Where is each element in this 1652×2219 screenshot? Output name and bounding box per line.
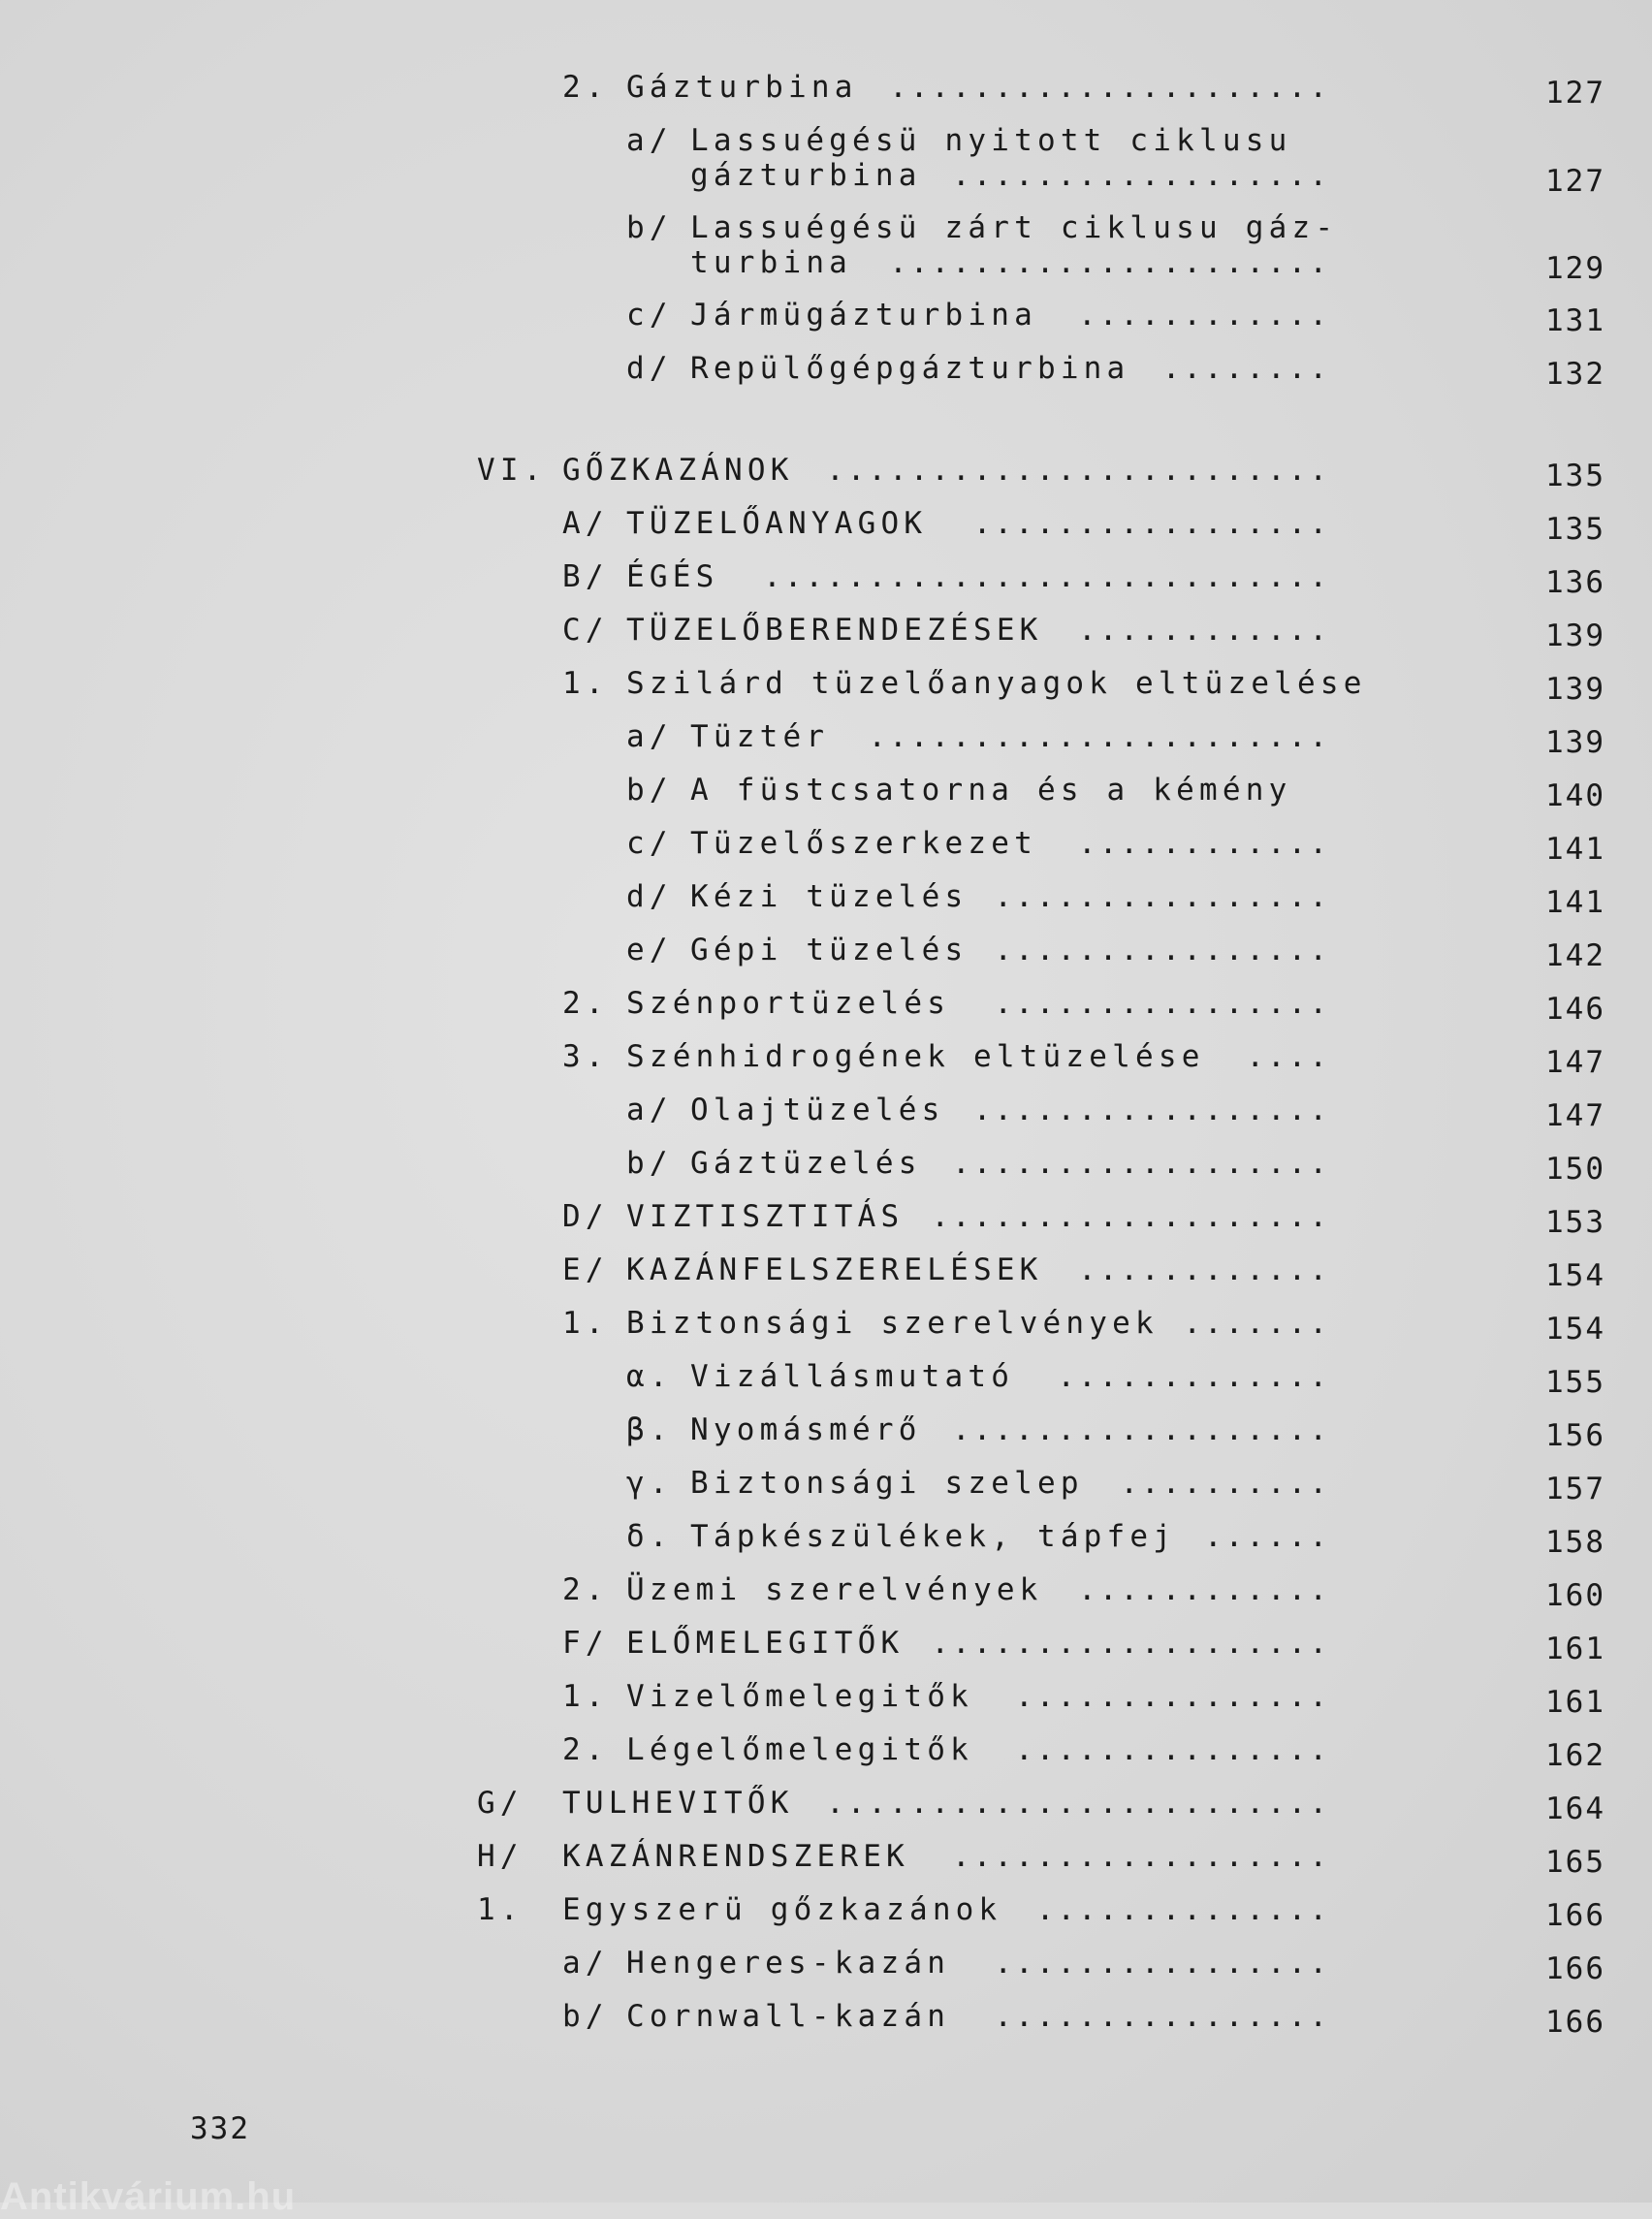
toc-entry-marker: c/ bbox=[626, 298, 673, 333]
toc-entry-marker: α. bbox=[626, 1359, 673, 1394]
toc-entry-title: Lassuégésü zárt ciklusu gáz- bbox=[690, 210, 1339, 245]
toc-entry-title: VIZTISZTITÁS bbox=[626, 1199, 905, 1234]
toc-entry-page: 161 bbox=[1545, 1685, 1605, 1720]
toc-entry-page: 140 bbox=[1545, 778, 1605, 813]
toc-leader-dots: ................... bbox=[931, 1626, 1330, 1661]
toc-entry[interactable] bbox=[0, 111, 1652, 199]
toc-leader-dots: .................. bbox=[952, 158, 1330, 193]
toc-entry-page: 129 bbox=[1545, 251, 1605, 286]
toc-entry[interactable] bbox=[0, 441, 1652, 494]
toc-entry-page: 165 bbox=[1545, 1845, 1605, 1880]
toc-leader-dots: ........................ bbox=[826, 453, 1330, 488]
toc-entry[interactable] bbox=[0, 1721, 1652, 1774]
toc-entry-marker: 2. bbox=[562, 986, 609, 1021]
toc-leader-dots: ................ bbox=[994, 1999, 1330, 2034]
toc-entry[interactable] bbox=[0, 548, 1652, 601]
toc-entry-page: 141 bbox=[1545, 885, 1605, 920]
toc-entry-marker: a/ bbox=[626, 123, 673, 158]
toc-entry-marker: b/ bbox=[626, 1146, 673, 1181]
toc-entry-page: 154 bbox=[1545, 1312, 1605, 1347]
toc-entry[interactable] bbox=[0, 974, 1652, 1028]
toc-entry-title-continued: turbina bbox=[690, 245, 853, 280]
toc-entry-page: 132 bbox=[1545, 357, 1605, 392]
toc-entry-marker: e/ bbox=[626, 933, 673, 967]
toc-entry-title: ELŐMELEGITŐK bbox=[626, 1626, 905, 1661]
toc-entry-marker: D/ bbox=[562, 1199, 609, 1234]
toc-entry-title: Gázturbina bbox=[626, 70, 858, 105]
toc-leader-dots: ........................ bbox=[826, 1786, 1330, 1821]
toc-entry-marker: c/ bbox=[626, 826, 673, 861]
toc-entry-marker: a/ bbox=[562, 1946, 609, 1981]
toc-entry-title: Tápkészülékek, tápfej bbox=[690, 1519, 1177, 1554]
toc-entry[interactable] bbox=[0, 1881, 1652, 1934]
toc-leader-dots: ...... bbox=[1204, 1519, 1330, 1554]
page-number: 332 bbox=[190, 2111, 250, 2146]
toc-entry-page: 141 bbox=[1545, 832, 1605, 867]
toc-entry-marker: b/ bbox=[626, 210, 673, 245]
toc-entry-page: 147 bbox=[1545, 1045, 1605, 1080]
toc-entry-title: Szénportüzelés bbox=[626, 986, 951, 1021]
toc-entry-page: 164 bbox=[1545, 1791, 1605, 1826]
toc-leader-dots: .................. bbox=[952, 1146, 1330, 1181]
toc-leader-dots: ............ bbox=[1078, 613, 1330, 648]
toc-entry[interactable] bbox=[0, 1028, 1652, 1081]
toc-entry-page: 146 bbox=[1545, 992, 1605, 1027]
toc-entry-page: 131 bbox=[1545, 303, 1605, 338]
toc-entry[interactable] bbox=[0, 286, 1652, 339]
table-of-contents bbox=[0, 58, 1652, 2041]
toc-entry-title-continued: gázturbina bbox=[690, 158, 922, 193]
toc-entry-marker: 1. bbox=[562, 1306, 609, 1341]
toc-entry-title: Biztonsági szerelvények bbox=[626, 1306, 1159, 1341]
toc-leader-dots: ............... bbox=[1015, 1679, 1330, 1714]
toc-entry-title: ÉGÉS bbox=[626, 559, 719, 594]
toc-leader-dots: ........................... bbox=[763, 559, 1330, 594]
toc-entry-page: 162 bbox=[1545, 1738, 1605, 1773]
toc-entry[interactable] bbox=[0, 1614, 1652, 1667]
toc-entry-marker: 2. bbox=[562, 1732, 609, 1767]
toc-entry[interactable] bbox=[0, 1561, 1652, 1614]
toc-entry-page: 161 bbox=[1545, 1632, 1605, 1666]
toc-entry[interactable] bbox=[0, 1241, 1652, 1294]
toc-entry-page: 156 bbox=[1545, 1418, 1605, 1453]
toc-entry-title: Cornwall-kazán bbox=[626, 1999, 951, 2034]
toc-entry-page: 127 bbox=[1545, 164, 1605, 199]
toc-entry[interactable] bbox=[0, 1987, 1652, 2041]
toc-entry-page: 158 bbox=[1545, 1525, 1605, 1560]
toc-leader-dots: ................. bbox=[972, 1093, 1330, 1127]
toc-entry[interactable] bbox=[0, 601, 1652, 654]
toc-entry[interactable] bbox=[0, 1134, 1652, 1188]
toc-entry-title: Gáztüzelés bbox=[690, 1146, 922, 1181]
toc-entry-title: A füstcsatorna és a kémény bbox=[690, 773, 1292, 808]
toc-entry-marker: VI. bbox=[477, 453, 547, 488]
toc-entry-marker: B/ bbox=[562, 559, 609, 594]
toc-entry-title: Jármügázturbina bbox=[690, 298, 1037, 333]
toc-entry-title: Tüztér bbox=[690, 719, 830, 754]
section-gap bbox=[0, 393, 1652, 441]
toc-entry-marker: E/ bbox=[562, 1252, 609, 1287]
toc-entry-title: KAZÁNRENDSZEREK bbox=[562, 1839, 909, 1874]
toc-entry-title: TÜZELŐANYAGOK bbox=[626, 506, 928, 541]
toc-entry-title: Lassuégésü nyitott ciklusu bbox=[690, 123, 1292, 158]
toc-entry-marker: 1. bbox=[477, 1892, 524, 1927]
toc-leader-dots: ............ bbox=[1078, 1572, 1330, 1607]
watermark: Antikvárium.hu bbox=[0, 2175, 297, 2218]
toc-entry-marker: H/ bbox=[477, 1839, 524, 1874]
toc-entry[interactable] bbox=[0, 1507, 1652, 1561]
toc-entry-page: 136 bbox=[1545, 565, 1605, 600]
toc-entry-title: Egyszerü gőzkazánok bbox=[562, 1892, 1002, 1927]
toc-entry[interactable] bbox=[0, 1347, 1652, 1401]
toc-entry-title: GŐZKAZÁNOK bbox=[562, 453, 794, 488]
toc-leader-dots: ..................... bbox=[889, 70, 1330, 105]
toc-entry[interactable] bbox=[0, 868, 1652, 921]
toc-entry-page: 166 bbox=[1545, 1951, 1605, 1986]
toc-entry-title: Vizelőmelegitők bbox=[626, 1679, 973, 1714]
toc-entry-marker: d/ bbox=[626, 879, 673, 914]
toc-entry-title: Tüzelőszerkezet bbox=[690, 826, 1037, 861]
toc-entry-title: Gépi tüzelés bbox=[690, 933, 969, 967]
toc-entry[interactable] bbox=[0, 814, 1652, 868]
toc-entry-page: 157 bbox=[1545, 1472, 1605, 1506]
toc-entry-marker: 1. bbox=[562, 1679, 609, 1714]
toc-entry-title: Biztonsági szelep bbox=[690, 1466, 1084, 1501]
toc-entry-marker: a/ bbox=[626, 719, 673, 754]
toc-entry-marker: 2. bbox=[562, 70, 609, 105]
toc-entry-page: 166 bbox=[1545, 1898, 1605, 1933]
toc-entry-marker: b/ bbox=[626, 773, 673, 808]
toc-entry-marker: b/ bbox=[562, 1999, 609, 2034]
toc-entry-page: 139 bbox=[1545, 618, 1605, 653]
toc-entry[interactable] bbox=[0, 494, 1652, 548]
toc-entry-page: 166 bbox=[1545, 2005, 1605, 2040]
toc-leader-dots: ................. bbox=[972, 506, 1330, 541]
toc-entry-title: Nyomásmérő bbox=[690, 1412, 922, 1447]
toc-entry-title: TÜZELŐBERENDEZÉSEK bbox=[626, 613, 1043, 648]
toc-entry-page: 135 bbox=[1545, 459, 1605, 493]
toc-leader-dots: .................. bbox=[952, 1412, 1330, 1447]
toc-entry[interactable] bbox=[0, 708, 1652, 761]
toc-leader-dots: ................ bbox=[994, 1946, 1330, 1981]
toc-leader-dots: .............. bbox=[1035, 1892, 1330, 1927]
toc-entry[interactable] bbox=[0, 921, 1652, 974]
toc-leader-dots: ............ bbox=[1078, 1252, 1330, 1287]
toc-entry-marker: γ. bbox=[626, 1466, 673, 1501]
toc-entry-marker: δ. bbox=[626, 1519, 673, 1554]
toc-entry[interactable] bbox=[0, 1401, 1652, 1454]
toc-leader-dots: ................ bbox=[994, 879, 1330, 914]
toc-leader-dots: ............ bbox=[1078, 826, 1330, 861]
toc-entry-page: 139 bbox=[1545, 725, 1605, 760]
toc-entry[interactable] bbox=[0, 339, 1652, 393]
toc-leader-dots: ........ bbox=[1161, 351, 1330, 386]
toc-leader-dots: ....... bbox=[1183, 1306, 1330, 1341]
toc-entry[interactable] bbox=[0, 1667, 1652, 1721]
toc-entry-marker: 1. bbox=[562, 666, 609, 701]
toc-entry-marker: G/ bbox=[477, 1786, 524, 1821]
toc-entry-marker: β. bbox=[626, 1412, 673, 1447]
toc-entry-marker: 2. bbox=[562, 1572, 609, 1607]
toc-entry-page: 142 bbox=[1545, 938, 1605, 973]
toc-entry-page: 127 bbox=[1545, 76, 1605, 111]
toc-leader-dots: .... bbox=[1246, 1039, 1330, 1074]
toc-entry-title: Hengeres-kazán bbox=[626, 1946, 951, 1981]
toc-leader-dots: ................ bbox=[994, 986, 1330, 1021]
toc-entry-marker: 3. bbox=[562, 1039, 609, 1074]
toc-entry-title: TULHEVITŐK bbox=[562, 1786, 794, 1821]
toc-entry-title: Vizállásmutató bbox=[690, 1359, 1015, 1394]
toc-entry-page: 155 bbox=[1545, 1365, 1605, 1400]
toc-entry-marker: F/ bbox=[562, 1626, 609, 1661]
toc-entry[interactable] bbox=[0, 1454, 1652, 1507]
toc-entry-marker: a/ bbox=[626, 1093, 673, 1127]
toc-entry-title: Szilárd tüzelőanyagok eltüzelése bbox=[626, 666, 1367, 701]
toc-entry[interactable] bbox=[0, 1081, 1652, 1134]
toc-entry-title: Kézi tüzelés bbox=[690, 879, 969, 914]
toc-entry-page: 135 bbox=[1545, 512, 1605, 547]
toc-entry-page: 160 bbox=[1545, 1578, 1605, 1613]
toc-entry-marker: A/ bbox=[562, 506, 609, 541]
toc-entry[interactable] bbox=[0, 1934, 1652, 1987]
toc-entry[interactable] bbox=[0, 654, 1652, 708]
toc-entry-title: Olajtüzelés bbox=[690, 1093, 945, 1127]
toc-leader-dots: .......... bbox=[1120, 1466, 1330, 1501]
toc-entry-title: Repülőgépgázturbina bbox=[690, 351, 1130, 386]
toc-leader-dots: ............. bbox=[1057, 1359, 1330, 1394]
toc-entry-page: 150 bbox=[1545, 1152, 1605, 1187]
toc-entry-title: Légelőmelegitők bbox=[626, 1732, 973, 1767]
toc-leader-dots: ................ bbox=[994, 933, 1330, 967]
toc-entry-title: Üzemi szerelvények bbox=[626, 1572, 1043, 1607]
toc-leader-dots: .................. bbox=[952, 1839, 1330, 1874]
toc-leader-dots: ............... bbox=[1015, 1732, 1330, 1767]
toc-entry-title: KAZÁNFELSZERELÉSEK bbox=[626, 1252, 1043, 1287]
toc-leader-dots: ............ bbox=[1078, 298, 1330, 333]
toc-entry[interactable] bbox=[0, 1827, 1652, 1881]
toc-leader-dots: ..................... bbox=[889, 245, 1330, 280]
toc-entry[interactable] bbox=[0, 1294, 1652, 1347]
toc-entry-title: Szénhidrogének eltüzelése bbox=[626, 1039, 1205, 1074]
toc-entry[interactable] bbox=[0, 199, 1652, 286]
toc-entry[interactable] bbox=[0, 58, 1652, 111]
toc-entry-page: 139 bbox=[1545, 672, 1605, 707]
toc-entry-marker: d/ bbox=[626, 351, 673, 386]
toc-entry[interactable] bbox=[0, 1774, 1652, 1827]
toc-leader-dots: ................... bbox=[931, 1199, 1330, 1234]
toc-entry-marker: C/ bbox=[562, 613, 609, 648]
toc-entry[interactable] bbox=[0, 1188, 1652, 1241]
toc-entry-page: 153 bbox=[1545, 1205, 1605, 1240]
toc-leader-dots: ...................... bbox=[868, 719, 1330, 754]
toc-entry-page: 154 bbox=[1545, 1258, 1605, 1293]
toc-entry-page: 147 bbox=[1545, 1098, 1605, 1133]
toc-entry[interactable] bbox=[0, 761, 1652, 814]
